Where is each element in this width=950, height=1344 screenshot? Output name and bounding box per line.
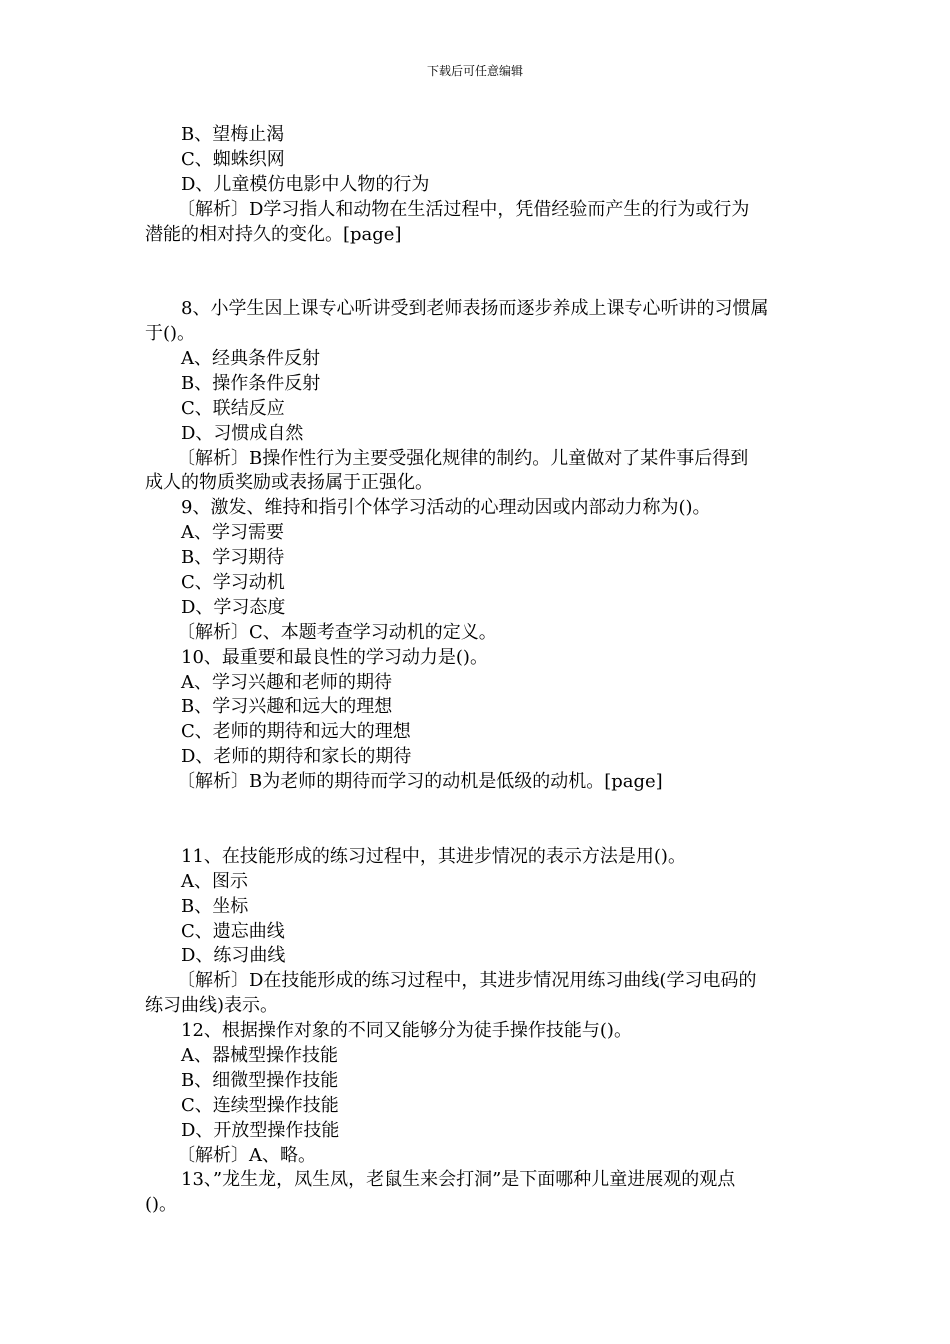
- text-line: B、坐标: [181, 895, 249, 917]
- text-line: 潜能的相对持久的变化。[page]: [145, 223, 402, 245]
- blank-line: [145, 272, 815, 297]
- text-line: A、器械型操作技能: [181, 1044, 338, 1066]
- text-line: 8、小学生因上课专心听讲受到老师表扬而逐步养成上课专心听讲的习惯属: [181, 298, 769, 320]
- text-line: A、学习需要: [181, 522, 284, 544]
- text-line: C、联结反应: [181, 397, 285, 419]
- text-line: D、练习曲线: [181, 945, 286, 967]
- text-line: 〔解析〕A、略。: [177, 1144, 316, 1166]
- text-line: D、老师的期待和家长的期待: [181, 746, 412, 768]
- text-line: 13、”龙生龙，凤生凤，老鼠生来会打洞”是下面哪种儿童进展观的观点: [181, 1169, 736, 1191]
- page-header: 下载后可任意编辑: [426, 64, 523, 78]
- text-line: 10、最重要和最良性的学习动力是()。: [181, 646, 488, 668]
- text-line: 〔解析〕D学习指人和动物在生活过程中，凭借经验而产生的行为或行为: [177, 198, 750, 220]
- text-line: 9、激发、维持和指引个体学习活动的心理动因或内部动力称为()。: [181, 497, 711, 519]
- text-line: A、经典条件反射: [181, 348, 320, 370]
- text-line: B、操作条件反射: [181, 372, 321, 394]
- text-line: 〔解析〕C、本题考查学习动机的定义。: [177, 621, 497, 643]
- text-line: C、老师的期待和远大的理想: [181, 721, 411, 743]
- document-body: [145, 123, 815, 1218]
- text-line: 12、根据操作对象的不同又能够分为徒手操作技能与()。: [181, 1020, 632, 1042]
- text-line: B、望梅止渴: [181, 124, 285, 145]
- text-line: D、学习态度: [181, 596, 286, 618]
- text-line: B、细微型操作技能: [181, 1069, 339, 1091]
- text-line: 练习曲线)表示。: [145, 995, 279, 1017]
- text-line: 于()。: [145, 323, 196, 345]
- text-line: B、学习兴趣和远大的理想: [181, 696, 393, 718]
- text-line: A、图示: [181, 870, 248, 892]
- text-line: D、开放型操作技能: [181, 1119, 340, 1141]
- text-line: ()。: [145, 1194, 178, 1216]
- text-line: 〔解析〕B为老师的期待而学习的动机是低级的动机。[page]: [177, 771, 663, 793]
- text-line: D、儿童模仿电影中人物的行为: [181, 173, 430, 195]
- text-line: 成人的物质奖励或表扬属于正强化。: [145, 472, 433, 494]
- text-line: C、蜘蛛织网: [181, 148, 285, 170]
- text-line: B、学习期待: [181, 547, 285, 569]
- text-line: 〔解析〕B操作性行为主要受强化规律的制约。儿童做对了某件事后得到: [177, 447, 749, 469]
- text-line: C、连续型操作技能: [181, 1094, 339, 1116]
- blank-line: [145, 247, 815, 272]
- text-line: 11、在技能形成的练习过程中，其进步情况的表示方法是用()。: [181, 845, 686, 867]
- text-line: A、学习兴趣和老师的期待: [181, 671, 392, 693]
- text-line: 〔解析〕D在技能形成的练习过程中，其进步情况用练习曲线(学习电码的: [177, 970, 757, 992]
- text-line: D、习惯成自然: [181, 422, 304, 444]
- blank-line: [145, 820, 815, 845]
- text-line: C、遗忘曲线: [181, 920, 285, 942]
- blank-line: [145, 795, 815, 820]
- text-line: C、学习动机: [181, 572, 285, 594]
